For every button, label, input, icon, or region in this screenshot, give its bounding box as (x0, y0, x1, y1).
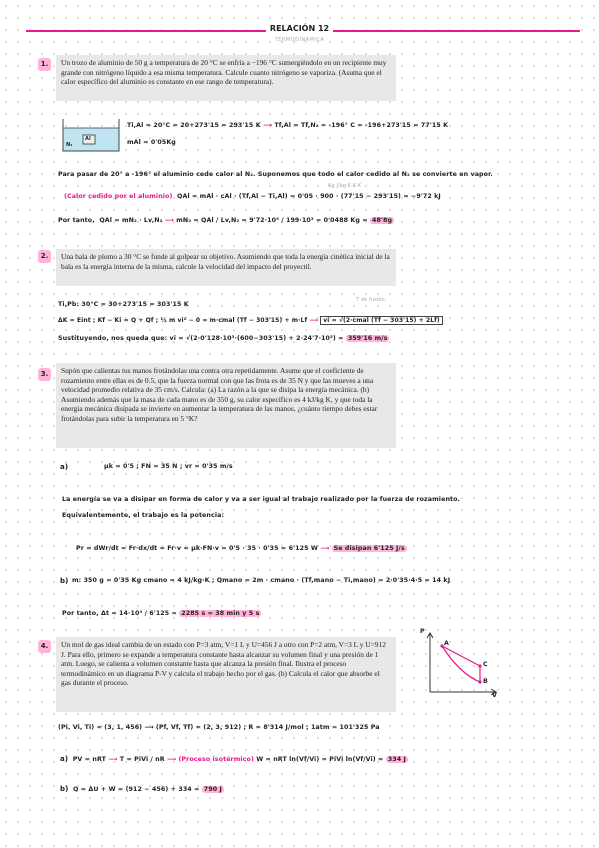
p3-b-equation-2: Por tanto, Δt = 14·10³ / 6'125 = 2285 s = 38 min y 5 s (62, 610, 260, 617)
p2-line-3: Sustituyendo, nos queda que: vi = √(2·0'128·10³·(600−303'15) + 2·24'7·10³) = 359'16 m/s (58, 335, 388, 342)
p2-line-2: ΔK = Eint ; Kf − Ki = Q + Qf ; ½ m vi² − 0 = m·cmal (Tf − 303'15) + m·Lf ⟶ vi = √(2·cmal (Tf − 303'15) + 2Lf) (58, 317, 443, 324)
p4-b-result: 790 J (203, 786, 222, 793)
p1-units: Kg J/kg·K K K (328, 183, 362, 189)
problem-3-statement: Supón que calientas tus manos frotándolas una contra otra repetidamente. Asume que el coeficiente de rozamiento entre ellas es de 0.5, que la fuerza normal con que las frota es de 35 N y que las mueves a una velocidad promedio relativa de 35 cm/s. Calcula: (a) La razón a la que se disipa la energía mecánica. (b) Asumiendo además que la masa de cada mano es de 350 g, su calor específico es 4 kJ/kg K, y que toda la energía mecánica disipada se invierte en aumentar la temperatura de las manos, ¿cuánto tiempo debes estar frotándolas para subir la temperatura en 5 °K? (56, 363, 396, 448)
p1-line-3: Para pasar de 20° a -196° el aluminio cede calor al N₂. Suponemos que todo el calor cedido al N₂ se convierte en vapor. (58, 171, 493, 178)
p3-b-equation: m: 350 g = 0'35 Kg cmano = 4 kJ/kg·K ; Qmano = 2m · cmano · (Tf,mano − Ti,mano) = 2·0'35·4·5 = 14 kJ (72, 577, 451, 584)
arrow-icon: ⟶ (164, 217, 174, 224)
p3-a-label: a) (60, 463, 69, 471)
pv-point-b: B (483, 678, 488, 685)
p2-line-1: Ti,Pb: 30°C = 30+273'15 = 303'15 K (58, 301, 189, 308)
arrow-icon: ⟶ (309, 317, 319, 324)
problem-4-number: 4. (38, 640, 51, 653)
page-title: RELACIÓN 12 (0, 24, 599, 33)
p3-a-data: μk = 0'5 ; FN = 35 N ; vr = 0'35 m/s (104, 463, 233, 470)
p4-a-result: 334 J (387, 756, 406, 763)
p3-b-result: 2285 s = 38 min y 5 s (181, 610, 260, 617)
pv-point-a: A (444, 640, 449, 647)
p4-line-1: (Pi, Vi, Ti) = (3, 1, 456) ⟶ (Pf, Vf, Tf) = (2, 3, 912) ; R = 8'314 J/mol ; 1atm = 101'325 Pa (58, 724, 380, 731)
pv-diagram-svg (420, 628, 500, 698)
p1-result: 48'8g (371, 217, 393, 224)
problem-1-statement: Un trozo de aluminio de 50 g a temperatura de 20 °C se enfría a −196 °C sumergiéndolo en un recipiente muy grande con nitrógeno líquido a esa misma temperatura. Calcule cuanto nitrógeno se vaporiza. (Asuma que el calor específico del aluminio es constante en ese rango de temperatura). (56, 55, 396, 101)
pv-axis-p: P (420, 628, 425, 635)
p2-result: 359'16 m/s (347, 335, 388, 342)
problem-4-statement: Un mol de gas ideal cambia de un estado con P=3 atm, V=1 L y U=456 J a otro con P=2 atm, V=3 L y U=912 J. Para ello, primero se expande a temperatura constante hasta alcanzar su volumen final y una presión de 1 atm. Luego, se calienta a volumen constante hasta que alcanza la presión final. Ilustra el proceso termodinámico en un diagrama P-V y calcula el trabajo hecho por el gas. (b) Calcula el calor que absorbe el gas durante el proceso. (56, 637, 396, 712)
nitrogen-label: N₂ (66, 142, 73, 148)
p1-line-2: mAl = 0'05Kg (127, 139, 176, 146)
p3-a-result: Se disipan 6'125 J/s (333, 545, 405, 552)
problem-2-number: 2. (38, 250, 51, 263)
arrow-icon: ⟶ (108, 756, 118, 763)
p2-note: T de fusión (356, 297, 385, 303)
pv-diagram (420, 628, 500, 698)
p1-line-4: (Calor cedido por el aluminio) QAl = mAl · cAl · (Tf,Al − Ti,Al) = 0'05 · 900 · (77'15 − 293'15) = −9'72 kJ (64, 193, 441, 200)
pv-axis-v: V (492, 692, 497, 699)
pv-point-c: C (483, 661, 488, 668)
problem-3-number: 3. (38, 368, 51, 381)
problem-1-number: 1. (38, 58, 51, 71)
p4-b: b) Q = ΔU + W = (912 − 456) + 334 = 790 J (60, 785, 222, 793)
arrow-icon: ⟶ (167, 756, 177, 763)
p3-a-equation: Pr = dWr/dt = Fr·dx/dt = Fr·v = μk·FN·v = 0'5 · 35 · 0'35 = 6'125 W ⟶ Se disipan 6'125 J/s (76, 545, 405, 552)
p1-line-5: Por tanto, QAl = mN₂ · Lv,N₂ ⟶ mN₂ = QAl / Lv,N₂ = 9'72·10³ / 199·10³ = 0'0488 Kg = 48'8g (58, 217, 393, 224)
p4-a: a) PV = nRT ⟶ T = PiVi / nR ⟶ (Proceso isotérmico) W = nRT ln(Vf/Vi) = PiVi ln(Vf/Vi) = 334 J (60, 755, 406, 763)
p3-a-text-2: Equivalentemente, el trabajo es la potencia: (62, 512, 225, 519)
problem-2-statement: Una bala de plomo a 30 °C se funde al golpear su objetivo. Asumiendo que toda la energía cinética inicial de la bala es la energía interna de la misma, calcule la velocidad del impacto del proyectil. (56, 249, 396, 286)
aluminium-label: Al (85, 136, 91, 142)
page-subtitle: TERMODINÁMICA (274, 37, 325, 43)
arrow-icon: ⟶ (262, 122, 273, 129)
p3-a-text-1: La energía se va a disipar en forma de calor y va a ser igual al trabajo realizado por la fuerza de rozamiento. (62, 496, 461, 503)
problem-1-figure (62, 118, 120, 152)
p3-b-label: b) (60, 577, 69, 585)
p1-line-1: Ti,Al = 20°C = 20+273'15 = 293'15 K ⟶ Tf,Al = Tf,N₂ = -196° C = -196+273'15 = 77'15 K (127, 122, 449, 129)
arrow-icon: ⟶ (320, 545, 330, 552)
